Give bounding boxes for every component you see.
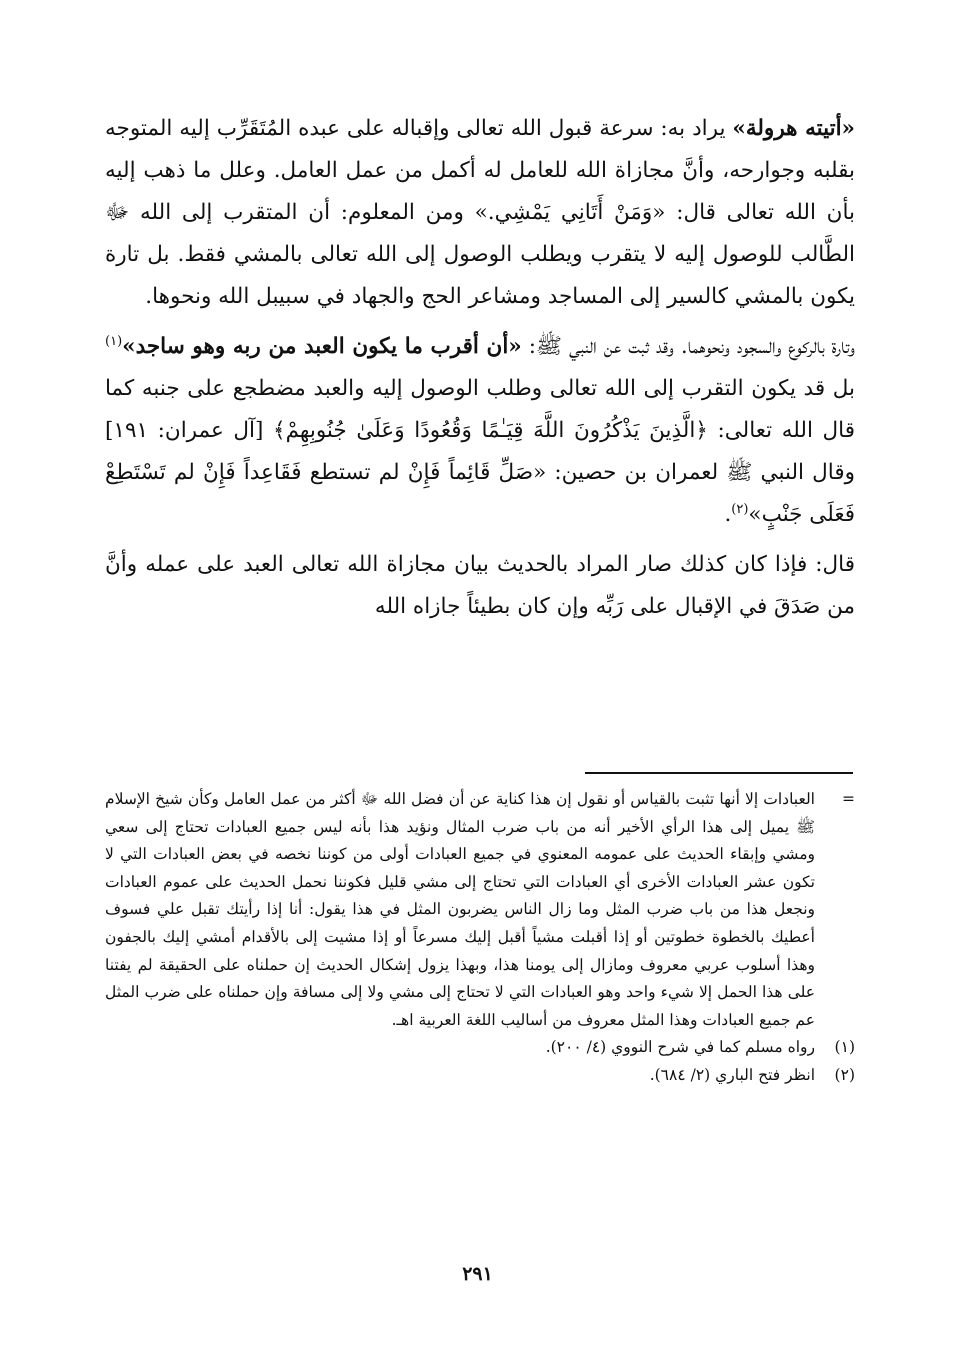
paragraph-2-text-c: .	[724, 502, 732, 527]
paragraph-2-text-b: بل قد يكون التقرب إلى الله تعالى وطلب الوصول إليه والعبد مضطجع على جنبه كما قال الله تعالى: ﴿الَّذِينَ يَذْكُرُونَ اللَّهَ قِيَـٰمًا وَقُعُودًا وَعَلَىٰ جُنُوبِهِمْ﴾ [آل عمران: ١٩١] وقال النبي ﷺ لعمران بن حصين: «صَلِّ قَائِماً فَإِنْ لم تستطع فَقَاعِداً فَإِنْ لم تَسْتَطِعْ فَعَلَى جَنْبٍ»	[105, 376, 855, 527]
hadith-quote: «أن أقرب ما يكون العبد من ربه وهو ساجد»	[122, 334, 522, 359]
footnote-continued-text: العبادات إلا أنها تثبت بالقياس أو نقول إن هذا كناية عن أن فضل الله ﷻ أكثر من عمل العامل وكأن شيخ الإسلام ﷺ يميل إلى هذا الرأي الأخير أنه من باب ضرب المثال ونؤيد هذا بأنه ليس جميع العبادات تحتاج إلى سعي ومشي وإبقاء الحديث على عمومه المعنوي في جميع العبادات أولى من كوننا نخصه في بعض العبادات التي لا تكون عشر العبادات الأخرى أي العبادات التي تحتاج إلى مشي قليل فكوننا نحمل الحديث على عموم العبادات ونجعل هذا من باب ضرب المثل وما زال الناس يضربون المثل في هذا يقول: أنا إذا رأيتك تقبل علي فسوف أعطيك بالخطوة خطوتين أو إذا أقبلت مشياً أقبل إليك مسرعاً أو إذا مشيت إلى بالأقدام أمشي إليك بالجفون وهذا أسلوب عربي معروف ومازال إلى يومنا هذا، وبهذا يزول إشكال الحديث إن حملناه على الحقيقة لم يفتنا على هذا الحمل إلا شيء واحد وهو العبادات التي لا تحتاج إلى مشي ولا إلى مسافة وإن حملناه على ضرب المثل عم جميع العبادات وهذا المثل معروف من أساليب اللغة العربية اهـ.	[105, 790, 815, 1029]
main-text	[105, 108, 855, 628]
footnote-ref-2: (٢)	[731, 501, 749, 517]
paragraph-3	[105, 544, 855, 628]
paragraph-2-text-a: وتارة بالركوع والسجود ونحوهما. وقد ثبت عن النبي ﷺ:	[521, 334, 855, 359]
footnotes	[105, 786, 855, 1090]
footnote-1-mark: (١)	[834, 1038, 855, 1057]
footnote-2-text: انظر فتح الباري (٢/ ٦٨٤).	[649, 1065, 815, 1084]
footnote-1-text: رواه مسلم كما في شرح النووي (٤/ ٢٠٠).	[545, 1038, 815, 1057]
footnote-2	[105, 1062, 855, 1090]
footnote-ref-1: (١)	[105, 333, 123, 349]
paragraph-3-text: قال: فإذا كان كذلك صار المراد بالحديث بيان مجازاة الله تعالى العبد على عمله وأنَّ من صَدَقَ في الإقبال على رَبِّه وإن كان بطيئاً جازاه الله	[105, 552, 855, 619]
footnote-1	[105, 1034, 855, 1062]
paragraph-1	[105, 108, 855, 318]
page-number: ٢٩١	[462, 1263, 493, 1285]
quoted-hadith-phrase: «أتيته هرولة»	[732, 116, 855, 141]
paragraph-1-text: يراد به: سرعة قبول الله تعالى وإقباله على عبده المُتَقَرِّب إليه المتوجه بقلبه وجوارحه، وأنَّ مجازاة الله للعامل له أكمل من عمل العامل. وعلل ما ذهب إليه بأن الله تعالى قال: «وَمَنْ أَتَانِي يَمْشِي.» ومن المعلوم: أن المتقرب إلى الله ﷻ الطَّالب للوصول إليه لا يتقرب ويطلب الوصول إلى الله تعالى بالمشي فقط. بل تارة يكون بالمشي كالسير إلى المساجد ومشاعر الحج والجهاد في سبيبل الله ونحوها.	[105, 116, 855, 309]
footnote-separator	[585, 772, 853, 774]
footnote-continued	[105, 786, 855, 1034]
paragraph-2	[105, 326, 855, 536]
footnote-continued-mark: =	[842, 790, 855, 808]
footnote-2-mark: (٢)	[834, 1065, 855, 1084]
